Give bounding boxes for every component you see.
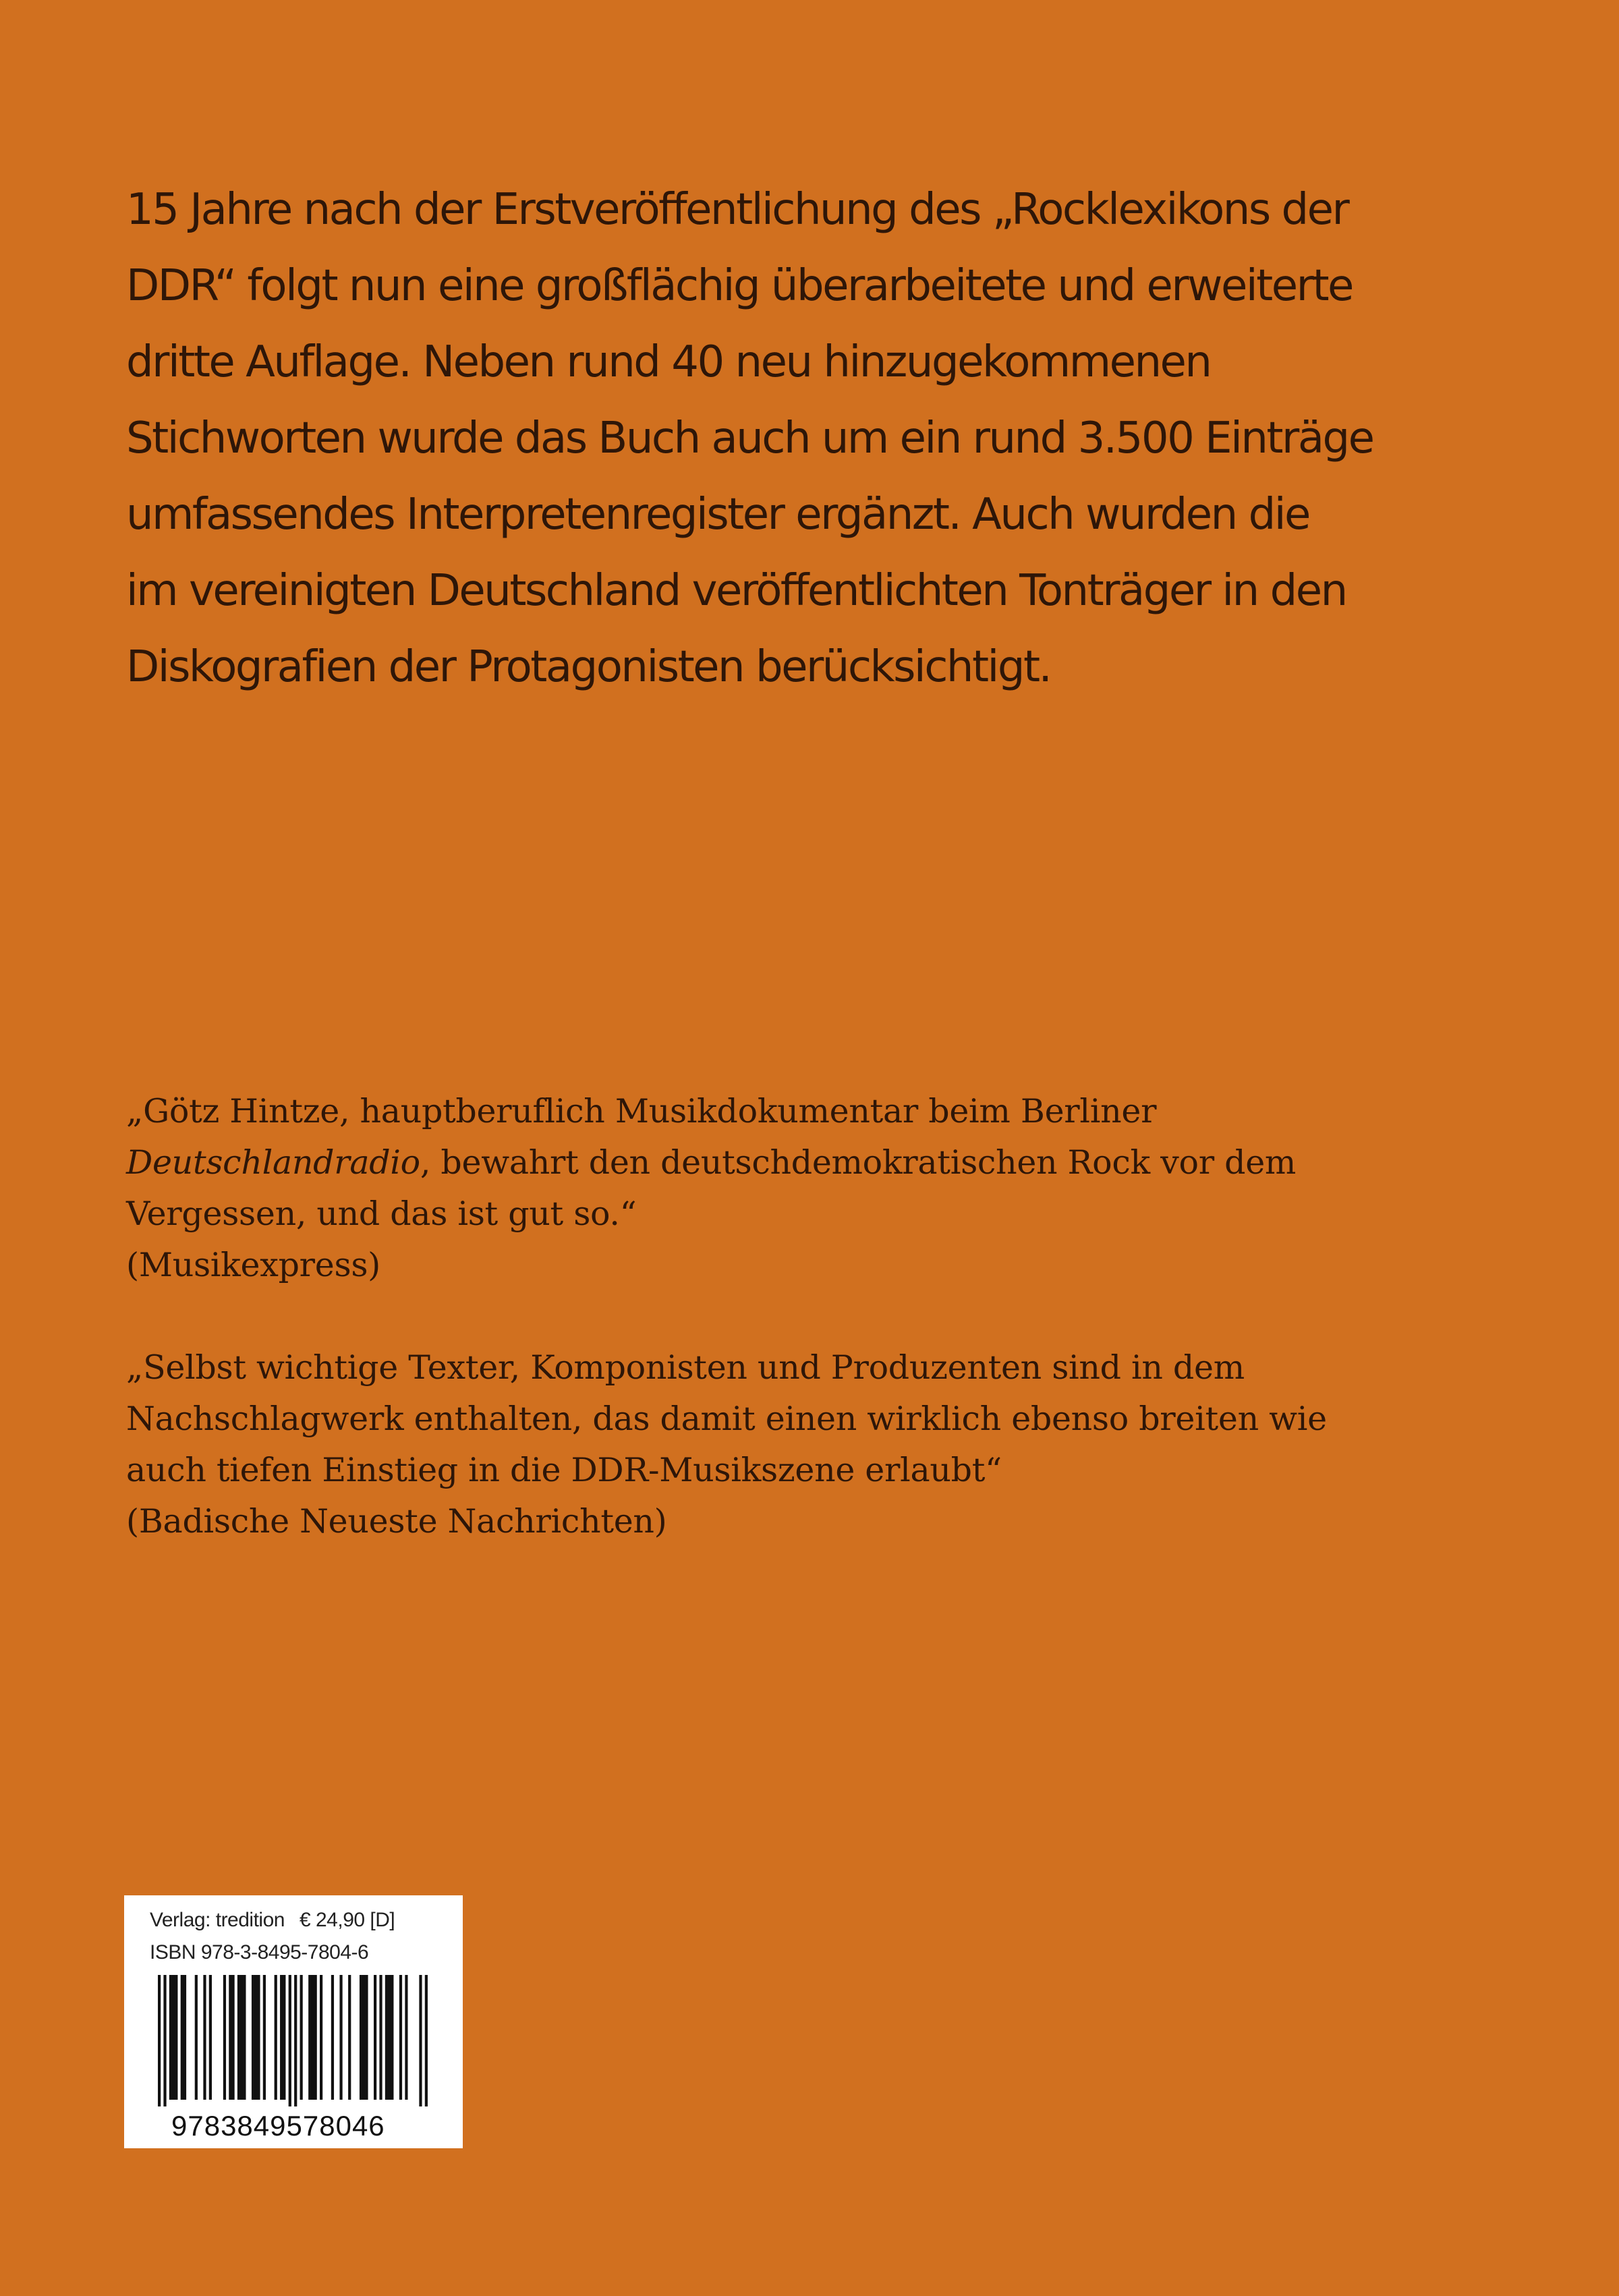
ean-digits: 9783849578046 — [171, 2110, 385, 2142]
barcode-bar — [419, 1975, 422, 2106]
blurb-line: umfassendes Interpretenregister ergänzt. Auch wurden die — [126, 490, 1309, 540]
blurb-line: Stichworten wurde das Buch auch um ein rund 3.500 Einträge — [126, 413, 1373, 463]
barcode-bar — [237, 1975, 246, 2100]
barcode-bar — [294, 1975, 297, 2106]
quote-source: (Badische Neueste Nachrichten) — [126, 1502, 667, 1541]
barcode-bar — [399, 1975, 402, 2100]
barcode-bar — [289, 1975, 291, 2106]
barcode-bar — [360, 1975, 368, 2100]
barcode-bar — [320, 1975, 322, 2100]
blurb-line: im vereinigten Deutschland veröffentlichten Tonträger in den — [126, 566, 1346, 616]
barcode-box — [124, 1895, 463, 2148]
barcode-bar — [348, 1975, 351, 2100]
isbn-label: ISBN 978-3-8495-7804-6 — [150, 1941, 369, 1963]
barcode-bar — [203, 1975, 206, 2100]
blurb-line: dritte Auflage. Neben rund 40 neu hinzugekommenen — [126, 337, 1211, 387]
quote-line: „Selbst wichtige Texter, Komponisten und Produzenten sind in dem — [126, 1348, 1245, 1387]
quote-line — [126, 1137, 1509, 1188]
barcode-bar — [379, 1975, 382, 2100]
quote-line: auch tiefen Einstieg in die DDR-Musikszene erlaubt“ — [126, 1451, 1002, 1489]
blurb-line: DDR“ folgt nun eine großflächig überarbeitete und erweiterte — [126, 261, 1353, 311]
blurb-text — [126, 172, 1509, 706]
barcode-bar — [223, 1975, 226, 2100]
barcode-bars — [158, 1975, 428, 2106]
barcode-bar — [275, 1975, 277, 2100]
quote-italic-publication: Deutschlandradio — [126, 1143, 420, 1182]
barcode-bar — [229, 1975, 234, 2100]
barcode-bar — [158, 1975, 161, 2106]
review-quote-musikexpress — [126, 1086, 1509, 1291]
barcode-bar — [263, 1975, 266, 2100]
quote-line-rest: , bewahrt den deutschdemokratischen Rock vor dem — [420, 1143, 1297, 1182]
barcode-bar — [300, 1975, 303, 2100]
barcode-bar — [308, 1975, 317, 2100]
quote-line: Vergessen, und das ist gut so.“ — [126, 1195, 637, 1233]
quote-source: (Musikexpress) — [126, 1246, 380, 1284]
quote-line: Nachschlagwerk enthalten, das damit einen wirklich ebenso breiten wie — [126, 1400, 1327, 1438]
barcode-bar — [280, 1975, 285, 2100]
barcode-bar — [163, 1975, 166, 2106]
barcode-bar — [425, 1975, 428, 2106]
quote-line: „Götz Hintze, hauptberuflich Musikdokumentar beim Berliner — [126, 1092, 1157, 1130]
barcode-bar — [181, 1975, 186, 2100]
publisher-label: Verlag: tredition — [150, 1909, 285, 1931]
barcode-bar — [339, 1975, 342, 2100]
barcode-bar — [169, 1975, 178, 2100]
barcode-bar — [405, 1975, 407, 2100]
barcode-bar — [374, 1975, 376, 2100]
review-quote-bnn — [126, 1342, 1509, 1547]
barcode-bar — [209, 1975, 212, 2100]
barcode-bar — [252, 1975, 260, 2100]
blurb-line: Diskografien der Protagonisten berücksichtigt. — [126, 642, 1051, 692]
barcode-bar — [385, 1975, 394, 2100]
barcode-bar — [195, 1975, 198, 2100]
barcode-bar — [331, 1975, 334, 2100]
price-label: € 24,90 [D] — [299, 1909, 395, 1931]
publisher-price-row — [150, 1909, 395, 1932]
blurb-line: 15 Jahre nach der Erstveröffentlichung des „Rocklexikons der — [126, 185, 1348, 235]
